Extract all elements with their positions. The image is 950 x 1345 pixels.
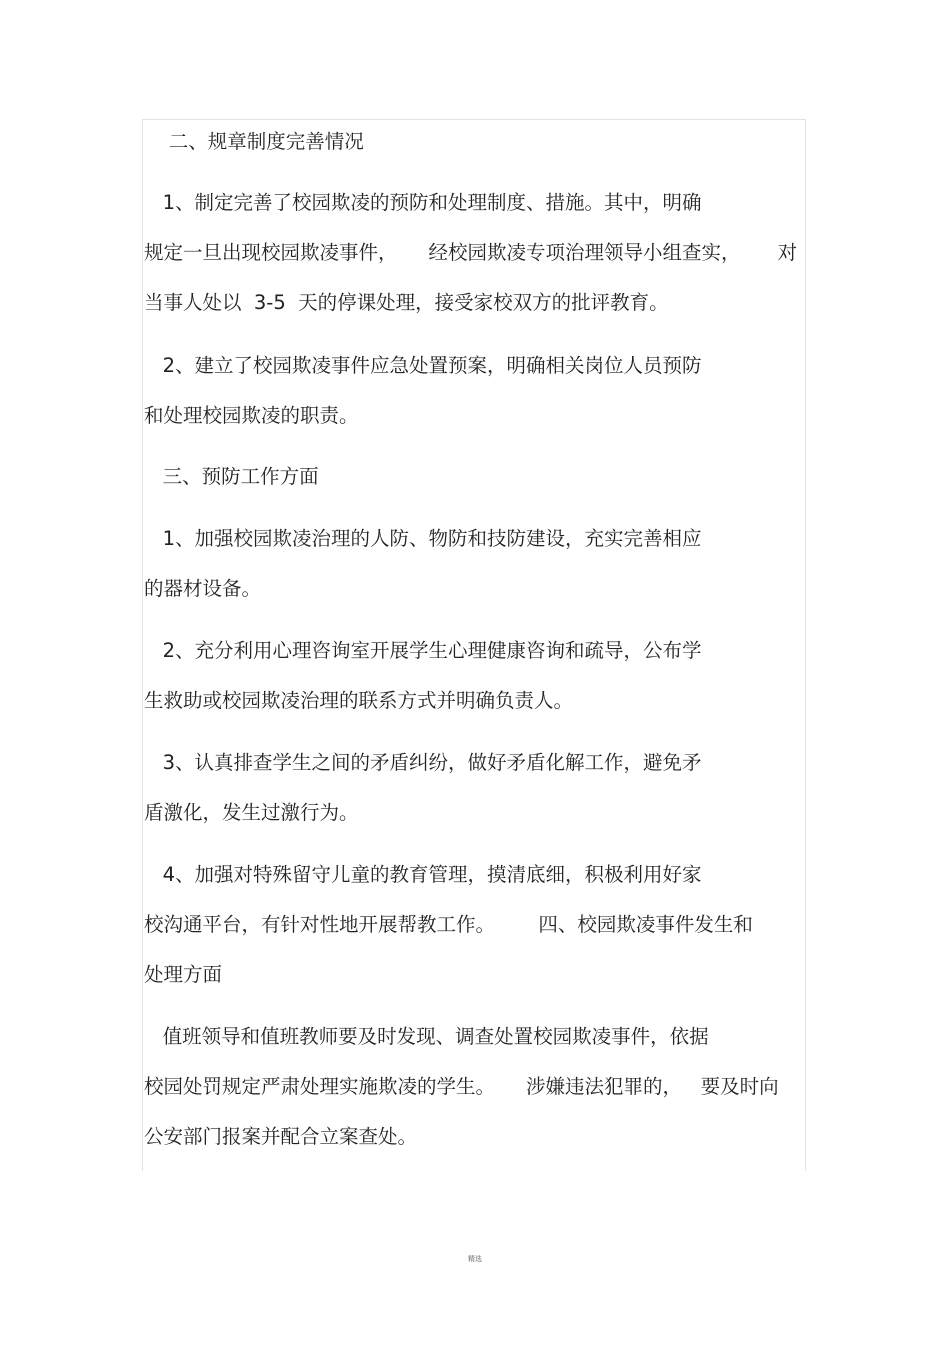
paragraph-line: 处理方面 [144,963,223,986]
paragraph-line: 值班领导和值班教师要及时发现、调查处置校园欺凌事件，依据 [144,1025,709,1048]
paragraph-line: 2、充分利用心理咨询室开展学生心理健康咨询和疏导，公布学 [144,639,702,662]
paragraph-line: 的器材设备。 [144,577,262,600]
paragraph-line: 规定一旦出现校园欺凌事件， 经校园欺凌专项治理领导小组查实， 对 [144,241,798,264]
paragraph-line: 和处理校园欺凌的职责。 [144,404,359,427]
page-footer: 精选 [468,1255,482,1263]
paragraph-line: 当事人处以 3-5 天的停课处理，接受家校双方的批评教育。 [144,291,669,314]
paragraph-line: 生救助或校园欺凌治理的联系方式并明确负责人。 [144,689,574,712]
paragraph-line: 2、建立了校园欺凌事件应急处置预案，明确相关岗位人员预防 [144,354,702,377]
paragraph-line: 校园处罚规定严肃处理实施欺凌的学生。 涉嫌违法犯罪的， 要及时向 [144,1075,779,1098]
section-heading-2: 二、规章制度完善情况 [144,130,364,153]
paragraph-line: 1、制定完善了校园欺凌的预防和处理制度、措施。其中，明确 [144,191,702,214]
paragraph-line: 校沟通平台，有针对性地开展帮教工作。 四、校园欺凌事件发生和 [144,913,753,936]
paragraph-line: 1、加强校园欺凌治理的人防、物防和技防建设，充实完善相应 [144,527,702,550]
paragraph-line: 盾激化，发生过激行为。 [144,801,359,824]
paragraph-line: 公安部门报案并配合立案查处。 [144,1125,418,1148]
paragraph-line: 3、认真排查学生之间的矛盾纠纷，做好矛盾化解工作，避免矛 [144,751,702,774]
paragraph-line: 4、加强对特殊留守儿童的教育管理，摸清底细，积极利用好家 [144,863,702,886]
section-heading-3: 三、预防工作方面 [144,465,319,488]
